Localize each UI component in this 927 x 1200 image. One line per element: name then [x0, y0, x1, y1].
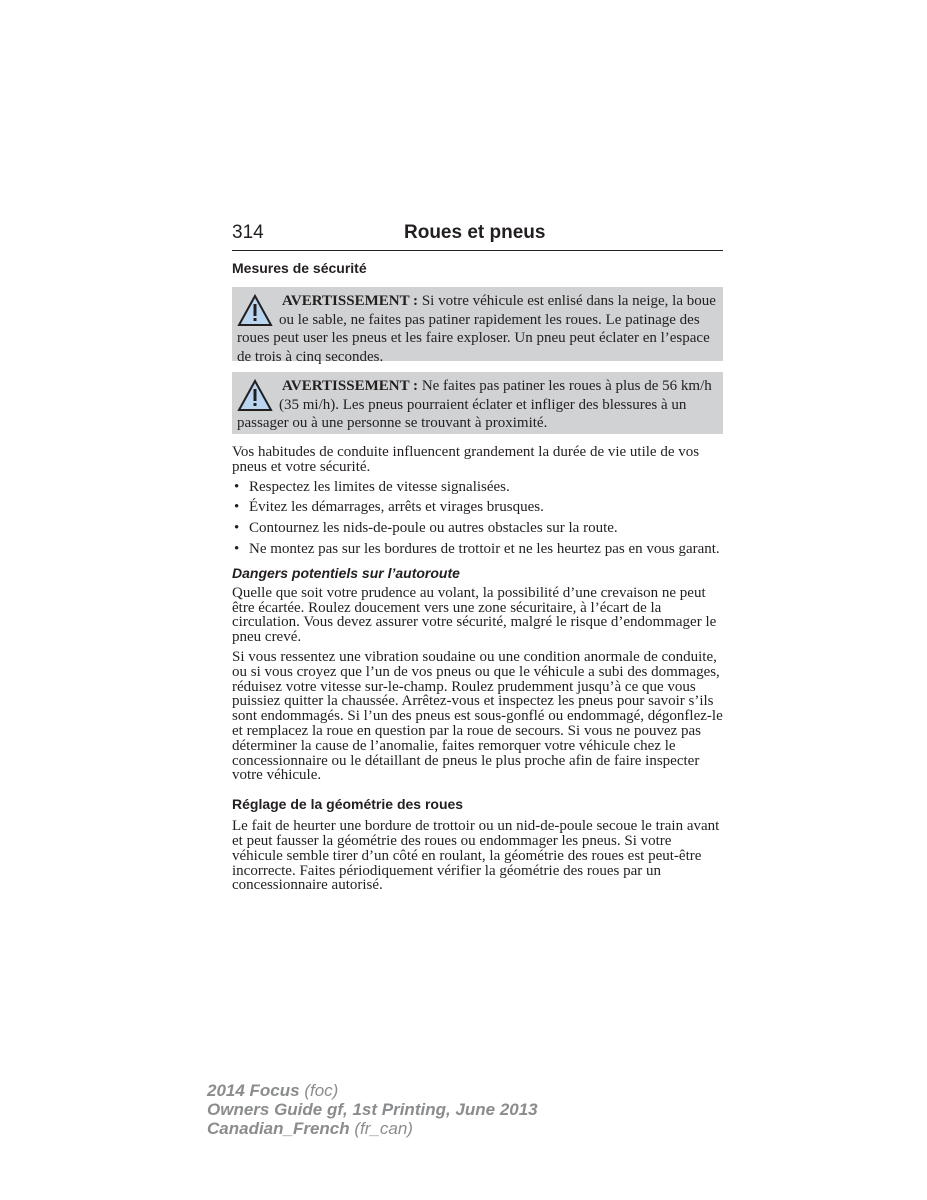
warning-box — [232, 287, 723, 365]
list-item: • Contournez les nids-de-poule ou autres obstacles sur la route. — [232, 521, 723, 536]
warning-text: Si votre véhicule est enlisé dans la neige, la boue ou le sable, ne faites pas patiner rapidement les roues. Le patinage des roues peut user les pneus et les faire exploser. Un pneu peut éclater en l’espace de trois à cinq secondes. — [237, 293, 716, 365]
page-header — [232, 222, 723, 251]
footer-line — [207, 1100, 538, 1119]
body-paragraph: Le fait de heurter une bordure de trottoir ou un nid-de-poule secoue le train avant et peut fausser la géométrie des roues ou endommager les pneus. Si votre véhicule semble tirer d’un côté en roulant, la géométrie des roues est peut-être incorrecte. Faites périodiquement vérifier la géométrie des roues par un concessionnaire autorisé. — [232, 818, 720, 894]
list-item: • Évitez les démarrages, arrêts et virages brusques. — [232, 500, 723, 515]
intro-paragraph: Vos habitudes de conduite influencent grandement la durée de vie utile de vos pneus et votre sécurité. — [232, 444, 700, 475]
warning-label: AVERTISSEMENT : — [282, 378, 419, 394]
section-heading-alignment: Réglage de la géométrie des roues — [232, 796, 464, 813]
footer-line — [207, 1119, 538, 1138]
list-item: • Ne montez pas sur les bordures de trottoir et ne les heurtez pas en vous garant. — [232, 542, 723, 557]
body-paragraph: Quelle que soit votre prudence au volant, la possibilité d’une crevaison ne peut être écartée. Roulez doucement vers une zone sécuritaire, à l’écart de la circulation. Vous devez assurer votre sécurité, malgré le risque d’endommager le pneu crevé. — [232, 584, 717, 646]
chapter-title: Roues et pneus — [404, 222, 546, 243]
footer-lang-code: (fr_can) — [354, 1119, 413, 1138]
section-heading-safety: Mesures de sécurité — [232, 260, 367, 276]
footer-code: (foc) — [304, 1081, 339, 1100]
footer-language: Canadian_French — [207, 1119, 350, 1138]
print-footer — [207, 1081, 538, 1138]
page-number: 314 — [232, 222, 264, 243]
list-item: • Respectez les limites de vitesse signalisées. — [232, 480, 723, 495]
warning-box — [232, 372, 723, 434]
footer-model: 2014 Focus — [207, 1081, 300, 1100]
warning-triangle-icon — [237, 293, 273, 329]
tips-list — [232, 480, 723, 557]
section-heading-highway: Dangers potentiels sur l’autoroute — [232, 564, 460, 581]
body-paragraph: Si vous ressentez une vibration soudaine ou une condition anormale de conduite, ou si vous croyez que l’un de vos pneus ou que le véhicule a subi des dommages, réduisez votre vitesse sur-le-champ. Roulez prudemment jusqu’à ce que vous puissiez quitter la chaussée. Arrêtez-vous et inspectez les pneus pour savoir s’ils sont endommagés. Si l’un des pneus est sous-gonflé ou endommagé, dégonflez-le et remplacez la roue en question par la roue de secours. Si vous ne pouvez pas déterminer la cause de l’anomalie, faites remorquer votre véhicule chez le concessionnaire ou le détaillant de pneus le plus proche afin de faire inspecter votre véhicule. — [232, 648, 723, 784]
warning-text: Ne faites pas patiner les roues à plus de 56 km/h (35 mi/h). Les pneus pourraient éclater et infliger des blessures à un passager ou à une personne se trouvant à proximité. — [237, 378, 712, 431]
footer-printing: Owners Guide gf, 1st Printing, June 2013 — [207, 1100, 538, 1119]
footer-line — [207, 1081, 538, 1100]
warning-label: AVERTISSEMENT : — [282, 293, 419, 309]
warning-triangle-icon — [237, 378, 273, 414]
manual-page — [232, 222, 723, 898]
